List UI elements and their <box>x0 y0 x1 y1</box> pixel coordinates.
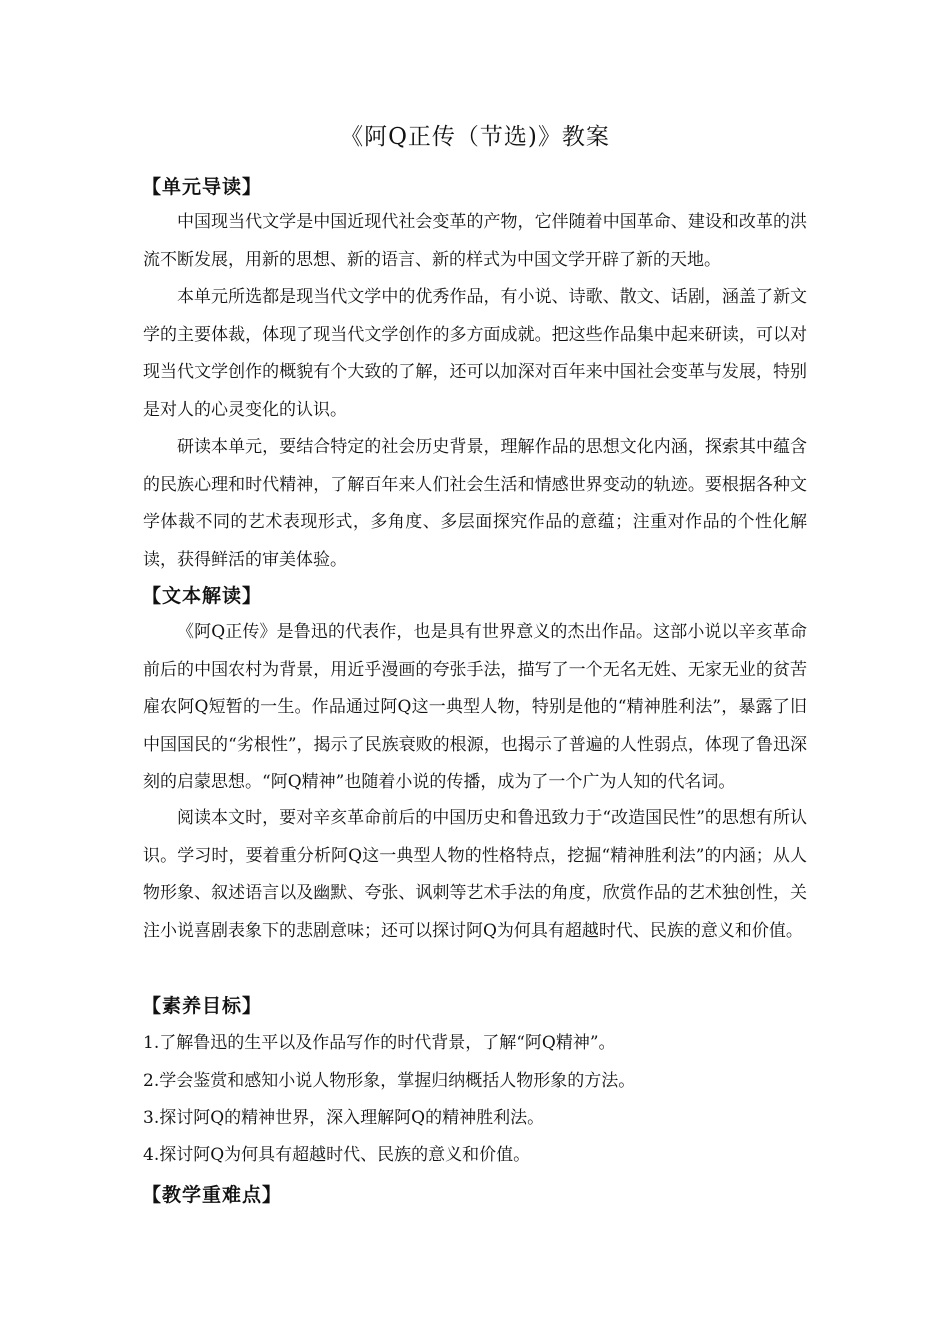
section-heading-goals: 【素养目标】 <box>142 995 263 1017</box>
section-heading-key-points: 【教学重难点】 <box>142 1184 283 1206</box>
paragraph: 阅读本文时，要对辛亥革命前后的中国历史和鲁迅致力于“改造国民性”的思想有所认识。学习时，要着重分析阿Q这一典型人物的性格特点，挖掘“精神胜利法”的内涵；从人物形象、叙述语言以及幽默、夸张、讽刺等艺术手法的角度，欣赏作品的艺术独创性，关注小说喜剧表象下的悲剧意味；还可以探讨阿Q为何具有超越时代、民族的意义和价值。 <box>143 808 807 941</box>
paragraph: 中国现当代文学是中国近现代社会变革的产物，它伴随着中国革命、建设和改革的洪流不断发展，用新的思想、新的语言、新的样式为中国文学开辟了新的天地。 <box>143 212 807 270</box>
paragraph: 研读本单元，要结合特定的社会历史背景，理解作品的思想文化内涵，探索其中蕴含的民族心理和时代精神，了解百年来人们社会生活和情感世界变动的轨迹。要根据各种文学体裁不同的艺术表现形式，多角度、多层面探究作品的意蕴；注重对作品的个性化解读，获得鲜活的审美体验。 <box>143 437 807 570</box>
paragraph: 本单元所选都是现当代文学中的优秀作品，有小说、诗歌、散文、话剧，涵盖了新文学的主要体裁，体现了现当代文学创作的多方面成就。把这些作品集中起来研读，可以对现当代文学创作的概貌有个大致的了解，还可以加深对百年来中国社会变革与发展，特别是对人的心灵变化的认识。 <box>143 287 807 420</box>
goal-item: 1.了解鲁迅的生平以及作品写作的时代背景，了解“阿Q精神”。 <box>143 1033 616 1053</box>
paragraph: 《阿Q正传》是鲁迅的代表作，也是具有世界意义的杰出作品。这部小说以辛亥革命前后的中国农村为背景，用近乎漫画的夸张手法，描写了一个无名无姓、无家无业的贫苦雇农阿Q短暂的一生。作品通过阿Q这一典型人物，特别是他的“精神胜利法”，暴露了旧中国国民的“劣根性”，揭示了民族衰败的根源，也揭示了普遍的人性弱点，体现了鲁迅深刻的启蒙思想。“阿Q精神”也随着小说的传播，成为了一个广为人知的代名词。 <box>143 622 807 792</box>
goal-item: 4.探讨阿Q为何具有超越时代、民族的意义和价值。 <box>143 1145 531 1165</box>
section-heading-unit-guide: 【单元导读】 <box>142 176 263 198</box>
document-title: 《阿Q正传（节选)》教案 <box>340 124 610 150</box>
section-heading-text-analysis: 【文本解读】 <box>142 585 263 607</box>
goal-item: 3.探讨阿Q的精神世界，深入理解阿Q的精神胜利法。 <box>143 1108 545 1128</box>
goal-item: 2.学会鉴赏和感知小说人物形象，掌握归纳概括人物形象的方法。 <box>143 1071 636 1091</box>
